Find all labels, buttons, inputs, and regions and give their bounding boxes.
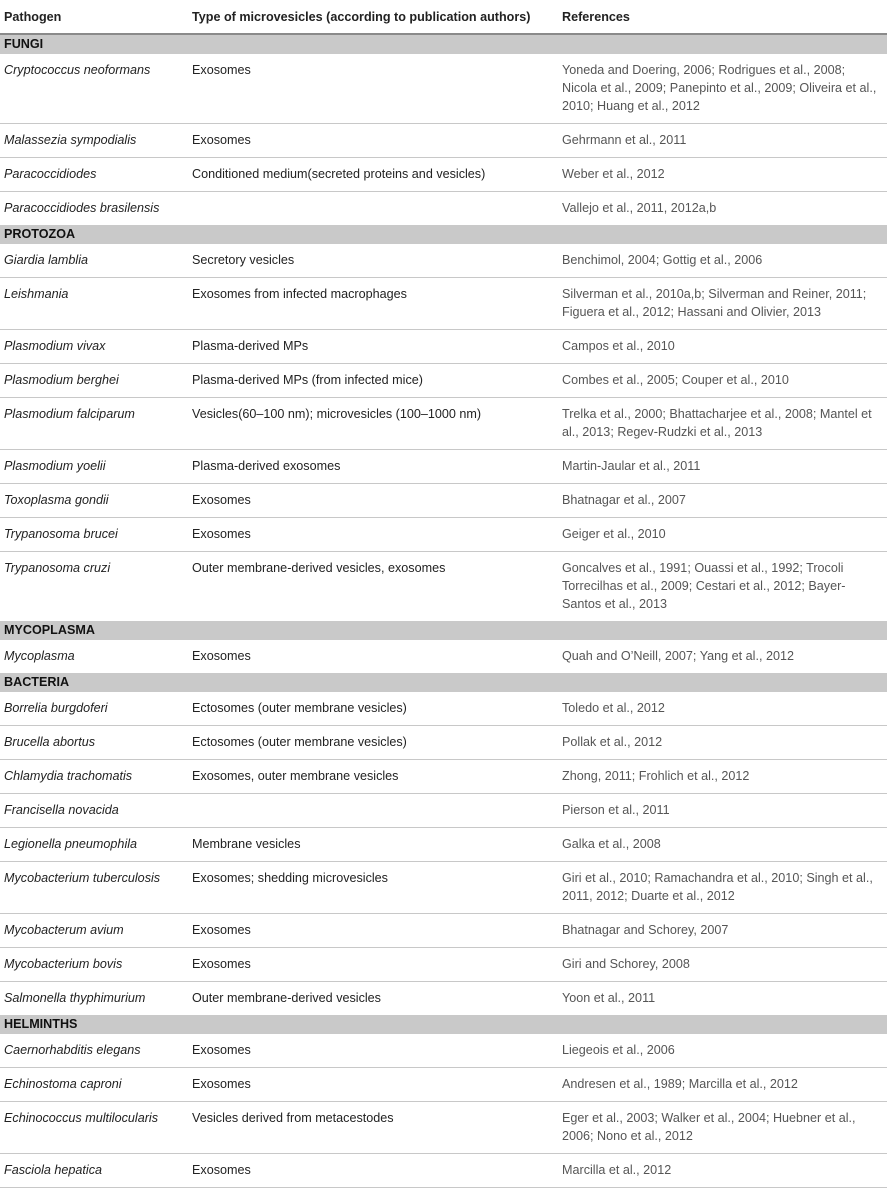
references-cell: Marcilla et al., 2012: [558, 1154, 887, 1188]
pathogen-cell: Toxoplasma gondii: [0, 484, 188, 518]
pathogen-cell: Francisella novacida: [0, 794, 188, 828]
section-title: HELMINTHS: [0, 1015, 887, 1034]
table-row: [0, 398, 887, 450]
type-cell: Exosomes: [188, 484, 558, 518]
type-cell: Exosomes: [192, 649, 251, 663]
type-cell: Ectosomes (outer membrane vesicles): [188, 726, 558, 760]
table-header-row: [0, 0, 887, 34]
table-row: [0, 552, 887, 622]
type-cell: Plasma-derived exosomes: [188, 450, 558, 484]
table-row: [0, 278, 887, 330]
table-row: [0, 192, 887, 226]
header-pathogen: Pathogen: [0, 0, 188, 34]
pathogen-cell: Leishmania: [0, 278, 188, 330]
references-cell: Bhatnagar et al., 2007: [558, 484, 887, 518]
pathogen-cell: Cryptococcus neoformans: [0, 54, 188, 124]
references-cell: Galka et al., 2008: [558, 828, 887, 862]
pathogen-cell: Paracoccidiodes: [0, 158, 188, 192]
table-row: [0, 1034, 887, 1068]
type-cell: [188, 794, 558, 828]
header-type: Type of microvesicles (according to publication authors): [188, 0, 558, 34]
section-title: PROTOZOA: [0, 225, 887, 244]
pathogen-cell: Plasmodium yoelii: [0, 450, 188, 484]
pathogen-cell: Mycobacterium tuberculosis: [0, 862, 188, 914]
type-cell: Plasma-derived MPs (from infected mice): [188, 364, 558, 398]
table-row: [0, 948, 887, 982]
references-cell: Quah and O’Neill, 2007; Yang et al., 2012: [562, 649, 794, 663]
references-cell: Pierson et al., 2011: [558, 794, 887, 828]
table-row: [0, 450, 887, 484]
pathogen-cell: Mycobacterum avium: [0, 914, 188, 948]
pathogen-cell: Mycobacterium bovis: [0, 948, 188, 982]
type-cell: Exosomes: [188, 1068, 558, 1102]
references-cell: Goncalves et al., 1991; Ouassi et al., 1992; Trocoli Torrecilhas et al., 2009; Cestari et al., 2012; Bayer-Santos et al., 2013: [562, 561, 846, 611]
type-cell: Exosomes: [188, 1034, 558, 1068]
type-cell: Exosomes: [188, 1154, 558, 1188]
pathogen-cell: Plasmodium berghei: [0, 364, 188, 398]
table-body: [0, 34, 887, 1188]
table-row: [0, 862, 887, 914]
table-row: [0, 518, 887, 552]
references-cell: Giri and Schorey, 2008: [558, 948, 887, 982]
references-cell: Geiger et al., 2010: [558, 518, 887, 552]
type-cell: Vesicles(60–100 nm); microvesicles (100–1000 nm): [188, 398, 558, 450]
pathogen-cell: Malassezia sympodialis: [0, 124, 188, 158]
references-cell: Weber et al., 2012: [558, 158, 887, 192]
pathogen-cell: Brucella abortus: [0, 726, 188, 760]
section-title: FUNGI: [0, 34, 887, 54]
type-cell: Membrane vesicles: [188, 828, 558, 862]
references-cell: Toledo et al., 2012: [558, 692, 887, 726]
type-cell: Exosomes from infected macrophages: [188, 278, 558, 330]
pathogen-cell: Plasmodium vivax: [0, 330, 188, 364]
table-row: [0, 1068, 887, 1102]
table-row: [0, 1154, 887, 1188]
references-cell: Liegeois et al., 2006: [558, 1034, 887, 1068]
pathogen-cell: Fasciola hepatica: [0, 1154, 188, 1188]
references-cell: Gehrmann et al., 2011: [558, 124, 887, 158]
type-cell: Exosomes, outer membrane vesicles: [188, 760, 558, 794]
type-cell: Ectosomes (outer membrane vesicles): [188, 692, 558, 726]
pathogen-cell: Echinococcus multilocularis: [0, 1102, 188, 1154]
table-row: [0, 484, 887, 518]
pathogen-cell: Caernorhabditis elegans: [0, 1034, 188, 1068]
references-cell: Zhong, 2011; Frohlich et al., 2012: [558, 760, 887, 794]
table-row: [0, 640, 887, 673]
references-cell: Andresen et al., 1989; Marcilla et al., 2012: [558, 1068, 887, 1102]
pathogen-cell: Salmonella thyphimurium: [4, 991, 146, 1005]
type-cell: Exosomes: [188, 54, 558, 124]
references-cell: Vallejo et al., 2011, 2012a,b: [562, 201, 717, 215]
table-row: [0, 692, 887, 726]
references-cell: Trelka et al., 2000; Bhattacharjee et al., 2008; Mantel et al., 2013; Regev-Rudzki et al., 2013: [558, 398, 887, 450]
section-row: [0, 673, 887, 692]
section-row: [0, 621, 887, 640]
references-cell: Pollak et al., 2012: [558, 726, 887, 760]
pathogen-cell: Legionella pneumophila: [0, 828, 188, 862]
pathogen-cell: Mycoplasma: [4, 649, 75, 663]
section-row: [0, 1015, 887, 1034]
header-references: References: [558, 0, 887, 34]
references-cell: Yoneda and Doering, 2006; Rodrigues et al., 2008; Nicola et al., 2009; Panepinto et al., 2009; Oliveira et al., 2010; Huang et al., 2012: [558, 54, 887, 124]
references-cell: Giri et al., 2010; Ramachandra et al., 2010; Singh et al., 2011, 2012; Duarte et al., 2012: [558, 862, 887, 914]
references-cell: Campos et al., 2010: [558, 330, 887, 364]
table-row: [0, 794, 887, 828]
section-row: [0, 225, 887, 244]
type-cell: Vesicles derived from metacestodes: [188, 1102, 558, 1154]
type-cell: Outer membrane-derived vesicles: [192, 991, 381, 1005]
references-cell: Silverman et al., 2010a,b; Silverman and Reiner, 2011; Figuera et al., 2012; Hassani and Olivier, 2013: [558, 278, 887, 330]
type-cell: Plasma-derived MPs: [188, 330, 558, 364]
table-row: [0, 982, 887, 1016]
references-cell: Eger et al., 2003; Walker et al., 2004; Huebner et al., 2006; Nono et al., 2012: [558, 1102, 887, 1154]
pathogen-cell: Trypanosoma cruzi: [4, 561, 111, 575]
pathogen-cell: Trypanosoma brucei: [0, 518, 188, 552]
table-row: [0, 1102, 887, 1154]
section-title: MYCOPLASMA: [0, 621, 887, 640]
table-row: [0, 914, 887, 948]
table-row: [0, 330, 887, 364]
references-cell: Martin-Jaular et al., 2011: [558, 450, 887, 484]
type-cell: Secretory vesicles: [188, 244, 558, 278]
type-cell: Exosomes: [188, 948, 558, 982]
table-row: [0, 364, 887, 398]
table-row: [0, 828, 887, 862]
references-cell: Bhatnagar and Schorey, 2007: [558, 914, 887, 948]
type-cell: Exosomes: [188, 124, 558, 158]
table-row: [0, 244, 887, 278]
table-row: [0, 726, 887, 760]
type-cell: [188, 192, 558, 226]
pathogen-cell: Echinostoma caproni: [0, 1068, 188, 1102]
references-cell: Yoon et al., 2011: [562, 991, 656, 1005]
pathogen-cell: Chlamydia trachomatis: [0, 760, 188, 794]
references-cell: Combes et al., 2005; Couper et al., 2010: [558, 364, 887, 398]
table-row: [0, 158, 887, 192]
type-cell: Exosomes: [188, 518, 558, 552]
pathogen-cell: Borrelia burgdoferi: [0, 692, 188, 726]
type-cell: Conditioned medium(secreted proteins and vesicles): [188, 158, 558, 192]
section-row: [0, 34, 887, 54]
pathogen-cell: Giardia lamblia: [0, 244, 188, 278]
pathogen-cell: Plasmodium falciparum: [0, 398, 188, 450]
type-cell: Outer membrane-derived vesicles, exosomes: [192, 561, 446, 575]
type-cell: Exosomes; shedding microvesicles: [188, 862, 558, 914]
references-cell: Benchimol, 2004; Gottig et al., 2006: [558, 244, 887, 278]
type-cell: Exosomes: [188, 914, 558, 948]
pathogen-cell: Paracoccidiodes brasilensis: [4, 201, 160, 215]
table-row: [0, 760, 887, 794]
section-title: BACTERIA: [0, 673, 887, 692]
table-row: [0, 54, 887, 124]
table-row: [0, 124, 887, 158]
